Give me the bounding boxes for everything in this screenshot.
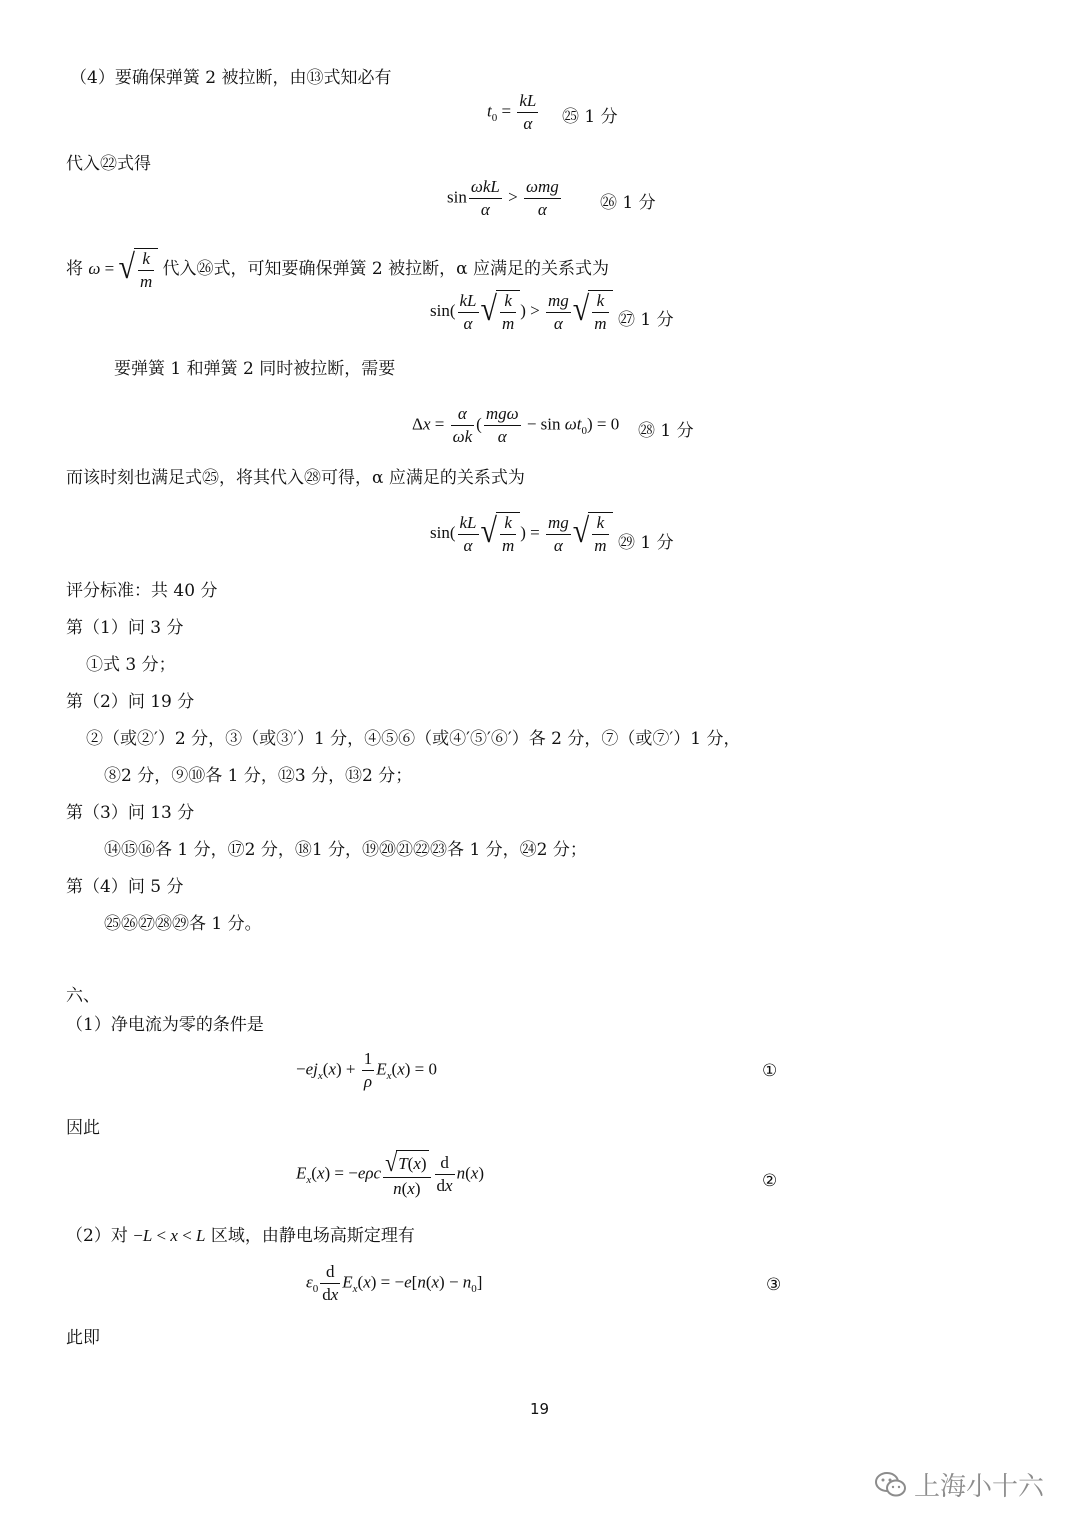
watermark-text: 上海小十六: [913, 1472, 1044, 1502]
text-line: 此即: [66, 1328, 100, 1348]
scoring-line: 第（1）问 3 分: [66, 618, 184, 638]
scoring-line: 第（2）问 19 分: [66, 692, 195, 712]
equation-26: sin $\frac{\text{ωkL}}{\alpha}$ > $\frac{\text{ωmg}}{\alpha}$: [447, 177, 559, 219]
scoring-line: 第（3）问 13 分: [66, 803, 195, 823]
text-fragment: 区域，由静电场高斯定理有: [210, 1226, 415, 1246]
scoring-line: ②（或②′）2 分，③（或③′）1 分，④⑤⑥（或④′⑤′⑥′）各 2 分，⑦（或⑦′）1 分，: [86, 729, 741, 749]
text-line: 代入㉒式得: [66, 154, 151, 174]
text-fragment: （2）对: [66, 1226, 128, 1246]
page-number: 19: [530, 1400, 550, 1418]
equation-29: sin( $\frac{kL}{\alpha}$ √ $\frac{k}{m}$ ) = $\frac{mg}{\alpha}$ √ $\frac{k}{m}$: [430, 512, 613, 556]
equation-tag: ㉙ 1 分: [618, 533, 674, 553]
scoring-title: 评分标准：共 40 分: [66, 581, 218, 601]
equation-3: $\varepsilon_0$ $\frac{d}{dx}$ $E_x(x) = -e[n(x) - n_0]$: [306, 1262, 483, 1304]
text-line: 因此: [66, 1118, 100, 1138]
section-heading: 六、: [66, 986, 100, 1006]
inline-math: −L < x < L: [133, 1226, 206, 1245]
equation-27: sin( $\frac{kL}{\alpha}$ √ $\frac{k}{m}$ ) > $\frac{mg}{\alpha}$ √ $\frac{k}{m}$: [430, 290, 613, 334]
omega-expression: ω = √ $\frac{k}{m}$: [88, 259, 162, 278]
equation-tag: ㉖ 1 分: [600, 193, 656, 213]
text-line: （1）净电流为零的条件是: [66, 1015, 264, 1035]
scoring-line: ⑭⑮⑯各 1 分，⑰2 分，⑱1 分，⑲⑳㉑㉒㉓各 1 分，㉔2 分；: [104, 840, 587, 860]
wechat-icon: [874, 1471, 908, 1499]
equation-tag: ②: [762, 1171, 778, 1191]
text-line: [66, 1225, 415, 1247]
equation-tag: ㉕ 1 分: [562, 107, 618, 127]
text-line: 要弹簧 1 和弹簧 2 同时被拉断，需要: [114, 359, 396, 379]
text-line: 而该时刻也满足式㉕，将其代入㉘可得，α 应满足的关系式为: [66, 468, 525, 488]
text-fragment: 代入㉖式，可知要确保弹簧 2 被拉断，α 应满足的关系式为: [162, 258, 610, 279]
equation-1: $-ej_x(x)$ + $\frac{1}{\rho}$ $E_x(x) = 0$: [296, 1049, 437, 1091]
scoring-line: 第（4）问 5 分: [66, 877, 184, 897]
equation-25: $t_0$ = $\frac{kL}{\alpha}$: [487, 91, 537, 133]
text-fragment: 将: [66, 258, 83, 279]
text-line: （4）要确保弹簧 2 被拉断，由⑬式知必有: [70, 68, 392, 88]
equation-tag: ㉗ 1 分: [618, 310, 674, 330]
scoring-line: ㉕㉖㉗㉘㉙各 1 分。: [104, 914, 262, 934]
equation-tag: ㉘ 1 分: [638, 421, 694, 441]
text-line: [66, 248, 609, 292]
watermark: [874, 1466, 1044, 1503]
equation-tag: ③: [766, 1275, 782, 1295]
equation-28: Δx = $\frac{\alpha}{\omega k}$ ( $\frac{\text{mgω}}{\alpha}$ − $\sin \omega t_0) = 0$: [412, 404, 620, 446]
equation-tag: ①: [762, 1061, 778, 1081]
scoring-line: ⑧2 分，⑨⑩各 1 分，⑫3 分，⑬2 分；: [104, 766, 413, 786]
equation-2: $E_x(x) = -e\rho c$ √ T ( x ) n(x) $\frac{d}{dx}$ n(x): [296, 1148, 484, 1198]
scoring-line: ①式 3 分；: [86, 655, 176, 675]
